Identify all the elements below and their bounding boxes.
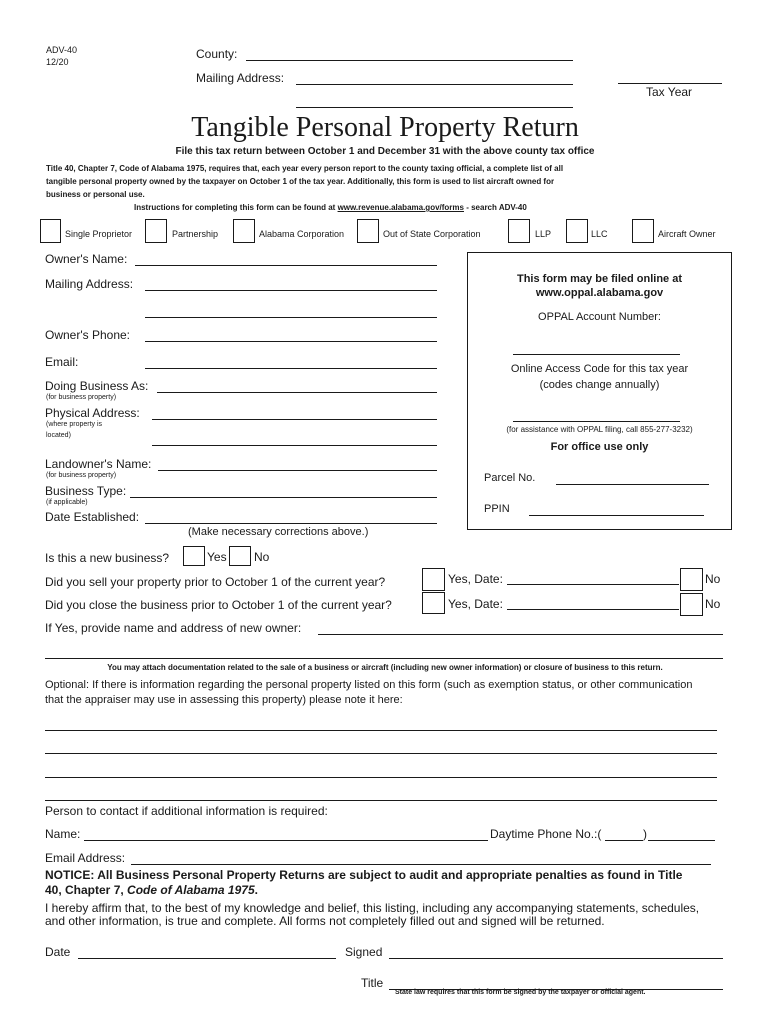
ppin-label: PPIN: [484, 503, 510, 515]
physical-address-label: Physical Address:: [45, 406, 140, 420]
new-owner-line2-input[interactable]: [45, 646, 723, 659]
access-code-input[interactable]: [513, 409, 680, 422]
instructions-suffix: - search ADV-40: [463, 203, 527, 212]
closed-business-no-label: No: [705, 597, 721, 611]
owners-phone-label: Owner's Phone:: [45, 328, 131, 342]
mailing-address-label: Mailing Address:: [196, 71, 285, 85]
dba-label: Doing Business As:: [45, 379, 149, 393]
instructions-link[interactable]: www.revenue.alabama.gov/forms: [337, 203, 464, 212]
business-type-input[interactable]: [130, 485, 437, 498]
sold-property-yes-checkbox[interactable]: [422, 568, 445, 591]
owner-mailing-address-label: Mailing Address:: [45, 277, 134, 291]
notice-line-2c: .: [254, 883, 258, 897]
signature-input[interactable]: [389, 946, 723, 959]
landowner-input[interactable]: [158, 458, 437, 471]
owner-mailing-address-input[interactable]: [145, 278, 437, 291]
landowner-label: Landowner's Name:: [45, 457, 152, 471]
form-code: ADV-40: [46, 45, 78, 55]
date-established-input[interactable]: [145, 511, 437, 524]
notice-line-2b: Code of Alabama 1975: [127, 883, 255, 897]
out-of-state-corporation-label: Out of State Corporation: [383, 229, 481, 239]
owners-name-label: Owner's Name:: [45, 252, 128, 266]
new-business-no-checkbox[interactable]: [229, 546, 251, 566]
single-proprietor-label: Single Proprietor: [65, 229, 133, 239]
intro-text-3: business or personal use.: [46, 190, 145, 199]
county-mailing-address-line2-input[interactable]: [296, 95, 573, 108]
contact-person-label: Person to contact if additional information is required:: [45, 804, 328, 818]
llp-checkbox[interactable]: [508, 219, 530, 243]
out-of-state-corporation-checkbox[interactable]: [357, 219, 379, 243]
new-business-question: Is this a new business?: [45, 551, 170, 565]
landowner-note: (for business property): [46, 472, 117, 479]
affirm-line-1: I hereby affirm that, to the best of my knowledge and belief, this listing, including any accompanying statements, schedules,: [45, 901, 700, 915]
new-owner-input[interactable]: [318, 622, 723, 635]
new-business-yes-label: Yes: [207, 550, 227, 564]
date-label: Date: [45, 945, 71, 959]
aircraft-owner-checkbox[interactable]: [632, 219, 654, 243]
partnership-label: Partnership: [172, 229, 219, 239]
filed-online-text-1: This form may be filed online at: [516, 273, 683, 285]
closed-business-date-input[interactable]: [507, 597, 679, 610]
access-code-text-2: (codes change annually): [539, 379, 660, 391]
alabama-corporation-checkbox[interactable]: [233, 219, 255, 243]
notice-line-1: NOTICE: All Business Personal Property Returns are subject to audit and appropriate penalties as found in Title: [45, 868, 683, 882]
county-mailing-address-input[interactable]: [296, 72, 573, 85]
optional-note-line-1[interactable]: [45, 718, 717, 731]
instructions-prefix: Instructions for completing this form can be found at: [134, 203, 338, 212]
physical-address-input[interactable]: [152, 407, 437, 420]
filed-online-url[interactable]: www.oppal.alabama.gov: [535, 287, 664, 299]
optional-note-line-4[interactable]: [45, 788, 717, 801]
business-type-label: Business Type:: [45, 484, 127, 498]
intro-text-2: tangible personal property owned by the taxpayer on October 1 of the tax year. Additionally, this form is used to list aircraft owned for: [46, 177, 555, 186]
new-business-no-label: No: [254, 550, 270, 564]
attach-note: You may attach documentation related to the sale of a business or aircraft (including new owner information) or closure of business to this return.: [107, 663, 663, 672]
form-title: [0, 112, 770, 144]
intro-text-1: Title 40, Chapter 7, Code of Alabama 1975, requires that, each year every person report to the county taxing official, a complete list of all: [46, 164, 564, 173]
aircraft-owner-label: Aircraft Owner: [658, 229, 716, 239]
email-input[interactable]: [145, 356, 437, 369]
form-date: 12/20: [46, 57, 69, 67]
new-business-yes-checkbox[interactable]: [183, 546, 205, 566]
office-use-label: For office use only: [550, 441, 649, 453]
dba-note: (for business property): [46, 394, 117, 401]
business-type-note: (if applicable): [46, 499, 88, 506]
daytime-phone-close: ): [643, 827, 647, 841]
contact-name-label: Name:: [45, 827, 81, 841]
daytime-phone-label: Daytime Phone No.:(: [490, 827, 602, 841]
llc-label: LLC: [591, 229, 608, 239]
llc-checkbox[interactable]: [566, 219, 588, 243]
physical-note-2: located): [46, 432, 71, 439]
dba-input[interactable]: [157, 380, 437, 393]
single-proprietor-checkbox[interactable]: [40, 219, 61, 243]
corrections-note: (Make necessary corrections above.): [188, 526, 369, 538]
sold-property-question: Did you sell your property prior to October 1 of the current year?: [45, 575, 386, 589]
closed-business-question: Did you close the business prior to October 1 of the current year?: [45, 598, 392, 612]
oppal-account-input[interactable]: [513, 342, 680, 355]
signature-date-input[interactable]: [78, 946, 336, 959]
parcel-input[interactable]: [556, 472, 709, 485]
owners-name-input[interactable]: [135, 253, 437, 266]
parcel-label: Parcel No.: [484, 472, 536, 484]
date-established-label: Date Established:: [45, 510, 140, 524]
title-label: Title: [361, 976, 384, 990]
daytime-phone-input[interactable]: [648, 828, 715, 841]
contact-name-input[interactable]: [84, 828, 488, 841]
physical-address-line2-input[interactable]: [152, 433, 437, 446]
signature-footnote: State law requires that this form be signed by the taxpayer or official agent.: [395, 989, 646, 996]
closed-business-no-checkbox[interactable]: [680, 593, 703, 616]
closed-business-yes-date-label: Yes, Date:: [448, 597, 503, 611]
alabama-corporation-label: Alabama Corporation: [259, 229, 345, 239]
optional-note-line-2[interactable]: [45, 741, 717, 754]
daytime-phone-area-input[interactable]: [605, 828, 643, 841]
instructions-line: [134, 203, 527, 212]
form-title-text: Tangible Personal Property Return: [191, 112, 579, 143]
owners-phone-input[interactable]: [145, 329, 437, 342]
affirm-line-2: and other information, is true and complete. All forms not completely filled out and signed will be returned.: [45, 914, 605, 928]
county-label: County:: [196, 47, 238, 61]
partnership-checkbox[interactable]: [145, 219, 167, 243]
signed-label: Signed: [345, 945, 383, 959]
owner-mailing-address-line2-input[interactable]: [145, 305, 437, 318]
optional-text-2: that the appraiser may use in assessing this property) please note it here:: [45, 694, 403, 706]
ppin-input[interactable]: [529, 503, 704, 516]
closed-business-yes-checkbox[interactable]: [422, 592, 445, 614]
access-code-text-1: Online Access Code for this tax year: [510, 363, 689, 375]
notice-line-2: [45, 883, 258, 897]
optional-text-1: Optional: If there is information regarding the personal property listed on this form (such as exemption status, or other communication: [45, 679, 693, 691]
oppal-account-label: OPPAL Account Number:: [538, 311, 661, 323]
llp-label: LLP: [535, 229, 552, 239]
new-owner-label: If Yes, provide name and address of new owner:: [45, 621, 302, 635]
sold-property-date-input[interactable]: [507, 572, 679, 585]
tax-year-input[interactable]: [618, 71, 722, 84]
county-input[interactable]: [246, 48, 573, 61]
sold-property-yes-date-label: Yes, Date:: [448, 572, 503, 586]
oppal-assistance: (for assistance with OPPAL filing, call 855-277-3232): [506, 425, 693, 434]
sold-property-no-checkbox[interactable]: [680, 568, 703, 591]
tax-year-label: Tax Year: [646, 85, 693, 99]
contact-email-input[interactable]: [131, 852, 711, 865]
sold-property-no-label: No: [705, 572, 721, 586]
email-label: Email:: [45, 355, 79, 369]
optional-note-line-3[interactable]: [45, 765, 717, 778]
notice-line-2a: 40, Chapter 7,: [45, 883, 128, 897]
physical-note-1: (where property is: [46, 421, 103, 428]
contact-email-label: Email Address:: [45, 851, 126, 865]
form-subtitle: File this tax return between October 1 and December 31 with the above county tax office: [175, 146, 595, 157]
